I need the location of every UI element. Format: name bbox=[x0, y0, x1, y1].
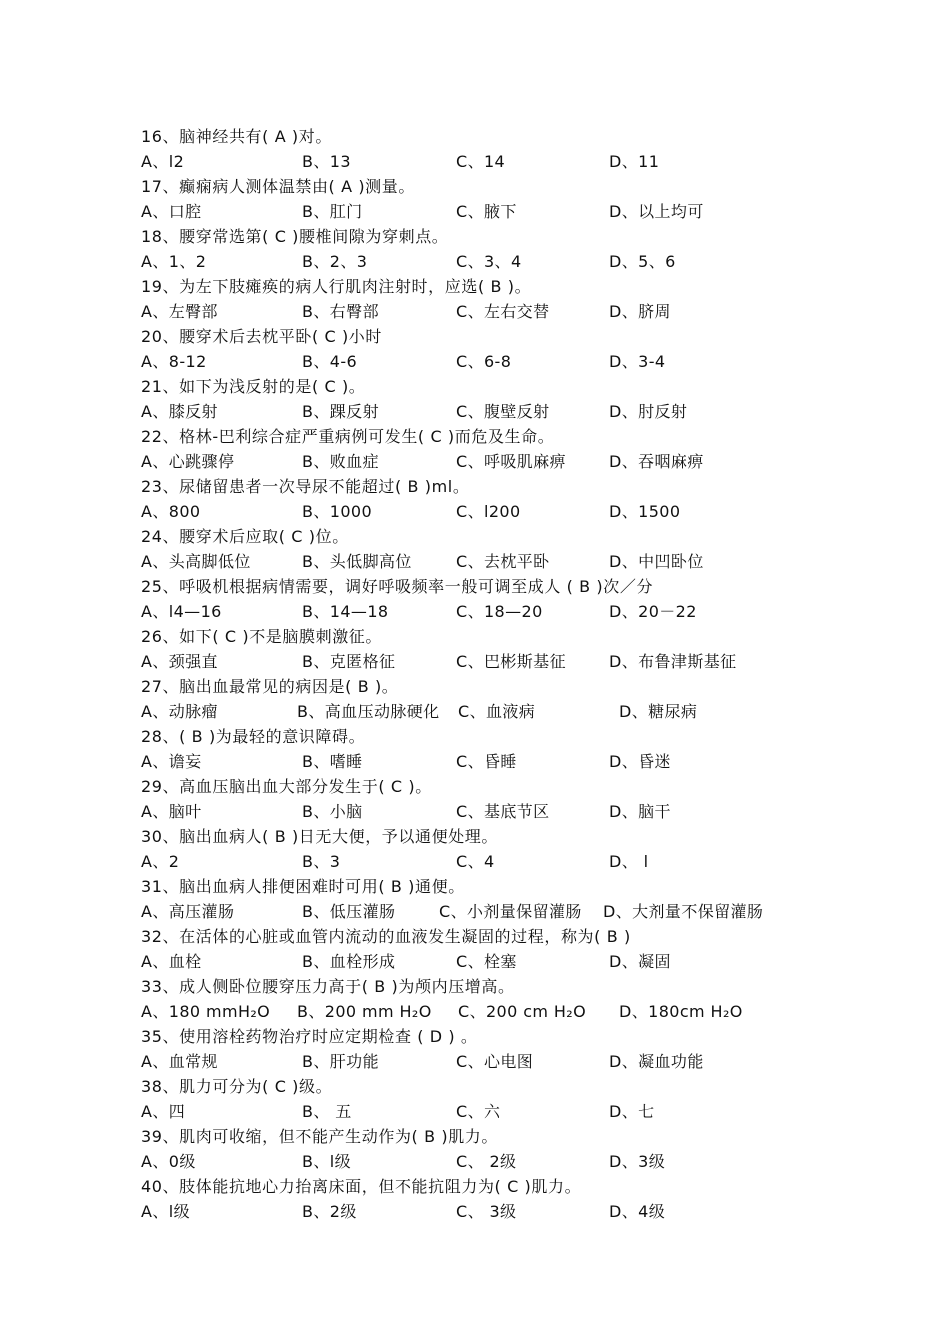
option-c: C、3、4 bbox=[456, 252, 522, 271]
option-d: D、以上均可 bbox=[609, 202, 704, 221]
answer-options bbox=[141, 249, 821, 274]
question-text: 32、在活体的心脏或血管内流动的血液发生凝固的过程，称为( B ) bbox=[141, 927, 631, 946]
option-c: C、呼吸肌麻痹 bbox=[456, 452, 566, 471]
option-d: D、20－22 bbox=[609, 602, 697, 621]
answer-options bbox=[141, 149, 821, 174]
question-text: 21、如下为浅反射的是( C )。 bbox=[141, 377, 366, 396]
option-c: C、6-8 bbox=[456, 352, 512, 371]
answer-options bbox=[141, 699, 821, 724]
question-text: 29、高血压脑出血大部分发生于( C )。 bbox=[141, 777, 432, 796]
option-c: C、14 bbox=[456, 152, 506, 171]
option-b: B、l级 bbox=[302, 1152, 352, 1171]
option-c: C、 2级 bbox=[456, 1152, 517, 1171]
option-d: D、七 bbox=[609, 1102, 655, 1121]
question-text: 28、( B )为最轻的意识障碍。 bbox=[141, 727, 366, 746]
option-a: A、高压灌肠 bbox=[141, 902, 235, 921]
option-a: A、谵妄 bbox=[141, 752, 202, 771]
option-a: A、0级 bbox=[141, 1152, 196, 1171]
option-a: A、颈强直 bbox=[141, 652, 218, 671]
option-b: B、3 bbox=[302, 852, 341, 871]
option-d: D、 l bbox=[609, 852, 649, 871]
option-d: D、凝固 bbox=[609, 952, 671, 971]
option-b: B、低压灌肠 bbox=[302, 902, 396, 921]
answer-options bbox=[141, 1099, 821, 1124]
option-b: B、踝反射 bbox=[302, 402, 379, 421]
option-a: A、脑叶 bbox=[141, 802, 202, 821]
answer-options bbox=[141, 349, 821, 374]
answer-options bbox=[141, 449, 821, 474]
option-c: C、去枕平卧 bbox=[456, 552, 550, 571]
option-d: D、4级 bbox=[609, 1202, 666, 1221]
question-list bbox=[141, 124, 821, 1224]
question-text: 17、癫痫病人测体温禁由( A )测量。 bbox=[141, 177, 415, 196]
option-c: C、4 bbox=[456, 852, 495, 871]
question-text: 19、为左下肢瘫痪的病人行肌肉注射时，应选( B )。 bbox=[141, 277, 532, 296]
option-a: A、1、2 bbox=[141, 252, 207, 271]
answer-options bbox=[141, 849, 821, 874]
option-d: D、昏迷 bbox=[609, 752, 671, 771]
option-b: B、高血压动脉硬化 bbox=[297, 702, 440, 721]
answer-options bbox=[141, 1199, 821, 1224]
option-a: A、头高脚低位 bbox=[141, 552, 251, 571]
option-c: C、血液病 bbox=[458, 702, 536, 721]
answer-options bbox=[141, 599, 821, 624]
answer-options bbox=[141, 399, 821, 424]
option-a: A、l级 bbox=[141, 1202, 190, 1221]
option-c: C、200 cm H₂O bbox=[458, 1002, 587, 1021]
option-d: D、11 bbox=[609, 152, 660, 171]
option-b: B、1000 bbox=[302, 502, 373, 521]
option-d: D、中凹卧位 bbox=[609, 552, 704, 571]
question-text: 30、脑出血病人( B )日无大便，予以通便处理。 bbox=[141, 827, 498, 846]
answer-options bbox=[141, 1149, 821, 1174]
option-b: B、13 bbox=[302, 152, 351, 171]
option-c: C、巴彬斯基征 bbox=[456, 652, 566, 671]
question-text: 35、使用溶栓药物治疗时应定期检查 ( D ) 。 bbox=[141, 1027, 478, 1046]
question-text: 27、脑出血最常见的病因是( B )。 bbox=[141, 677, 399, 696]
option-b: B、 五 bbox=[302, 1102, 352, 1121]
option-b: B、败血症 bbox=[302, 452, 379, 471]
option-d: D、3-4 bbox=[609, 352, 666, 371]
answer-options bbox=[141, 799, 821, 824]
question-text: 31、脑出血病人排便困难时可用( B )通便。 bbox=[141, 877, 465, 896]
option-a: A、四 bbox=[141, 1102, 186, 1121]
option-c: C、腋下 bbox=[456, 202, 517, 221]
option-b: B、嗜睡 bbox=[302, 752, 363, 771]
option-a: A、动脉瘤 bbox=[141, 702, 218, 721]
option-c: C、栓塞 bbox=[456, 952, 517, 971]
option-d: D、糖尿病 bbox=[619, 702, 698, 721]
option-c: C、小剂量保留灌肠 bbox=[439, 902, 582, 921]
option-a: A、180 mmH₂O bbox=[141, 1002, 271, 1021]
question-text: 24、腰穿术后应取( C )位。 bbox=[141, 527, 349, 546]
option-b: B、小脑 bbox=[302, 802, 363, 821]
option-b: B、血栓形成 bbox=[302, 952, 396, 971]
option-c: C、左右交替 bbox=[456, 302, 550, 321]
option-b: B、克匿格征 bbox=[302, 652, 396, 671]
option-d: D、1500 bbox=[609, 502, 681, 521]
option-a: A、血栓 bbox=[141, 952, 202, 971]
option-a: A、左臀部 bbox=[141, 302, 218, 321]
option-d: D、吞咽麻痹 bbox=[609, 452, 704, 471]
option-c: C、18—20 bbox=[456, 602, 543, 621]
option-c: C、心电图 bbox=[456, 1052, 534, 1071]
answer-options bbox=[141, 949, 821, 974]
option-c: C、基底节区 bbox=[456, 802, 550, 821]
option-c: C、l200 bbox=[456, 502, 521, 521]
option-d: D、布鲁津斯基征 bbox=[609, 652, 737, 671]
option-d: D、肘反射 bbox=[609, 402, 688, 421]
question-text: 33、成人侧卧位腰穿压力高于( B )为颅内压增高。 bbox=[141, 977, 515, 996]
option-b: B、头低脚高位 bbox=[302, 552, 412, 571]
question-text: 23、尿储留患者一次导尿不能超过( B )ml。 bbox=[141, 477, 470, 496]
answer-options bbox=[141, 899, 821, 924]
answer-options bbox=[141, 749, 821, 774]
option-c: C、昏睡 bbox=[456, 752, 517, 771]
option-a: A、心跳骤停 bbox=[141, 452, 235, 471]
question-text: 22、格林-巴利综合症严重病例可发生( C )而危及生命。 bbox=[141, 427, 555, 446]
answer-options bbox=[141, 1049, 821, 1074]
answer-options bbox=[141, 999, 821, 1024]
option-a: A、口腔 bbox=[141, 202, 202, 221]
answer-options bbox=[141, 199, 821, 224]
question-text: 38、肌力可分为( C )级。 bbox=[141, 1077, 333, 1096]
option-d: D、大剂量不保留灌肠 bbox=[603, 902, 764, 921]
option-b: B、200 mm H₂O bbox=[297, 1002, 432, 1021]
option-b: B、14—18 bbox=[302, 602, 389, 621]
answer-options bbox=[141, 549, 821, 574]
question-text: 26、如下( C )不是脑膜刺激征。 bbox=[141, 627, 382, 646]
option-b: B、右臀部 bbox=[302, 302, 379, 321]
option-d: D、凝血功能 bbox=[609, 1052, 704, 1071]
answer-options bbox=[141, 299, 821, 324]
option-b: B、2、3 bbox=[302, 252, 368, 271]
option-a: A、血常规 bbox=[141, 1052, 218, 1071]
option-c: C、六 bbox=[456, 1102, 501, 1121]
question-text: 25、呼吸机根据病情需要，调好呼吸频率一般可调至成人 ( B )次／分 bbox=[141, 577, 654, 596]
option-c: C、腹壁反射 bbox=[456, 402, 550, 421]
question-text: 40、肢体能抗地心力抬离床面，但不能抗阻力为( C )肌力。 bbox=[141, 1177, 582, 1196]
option-a: A、膝反射 bbox=[141, 402, 218, 421]
option-a: A、l4—16 bbox=[141, 602, 222, 621]
question-text: 18、腰穿常选第( C )腰椎间隙为穿刺点。 bbox=[141, 227, 449, 246]
question-text: 20、腰穿术后去枕平卧( C )小时 bbox=[141, 327, 382, 346]
question-text: 16、脑神经共有( A )对。 bbox=[141, 127, 332, 146]
option-c: C、 3级 bbox=[456, 1202, 517, 1221]
option-d: D、5、6 bbox=[609, 252, 676, 271]
option-d: D、3级 bbox=[609, 1152, 666, 1171]
option-d: D、180cm H₂O bbox=[619, 1002, 743, 1021]
option-a: A、8-12 bbox=[141, 352, 207, 371]
option-b: B、4-6 bbox=[302, 352, 358, 371]
option-d: D、脐周 bbox=[609, 302, 671, 321]
option-b: B、肛门 bbox=[302, 202, 363, 221]
question-text: 39、肌肉可收缩，但不能产生动作为( B )肌力。 bbox=[141, 1127, 498, 1146]
answer-options bbox=[141, 649, 821, 674]
option-a: A、2 bbox=[141, 852, 180, 871]
option-a: A、l2 bbox=[141, 152, 185, 171]
option-d: D、脑干 bbox=[609, 802, 671, 821]
answer-options bbox=[141, 499, 821, 524]
option-b: B、2级 bbox=[302, 1202, 357, 1221]
option-b: B、肝功能 bbox=[302, 1052, 379, 1071]
option-a: A、800 bbox=[141, 502, 201, 521]
